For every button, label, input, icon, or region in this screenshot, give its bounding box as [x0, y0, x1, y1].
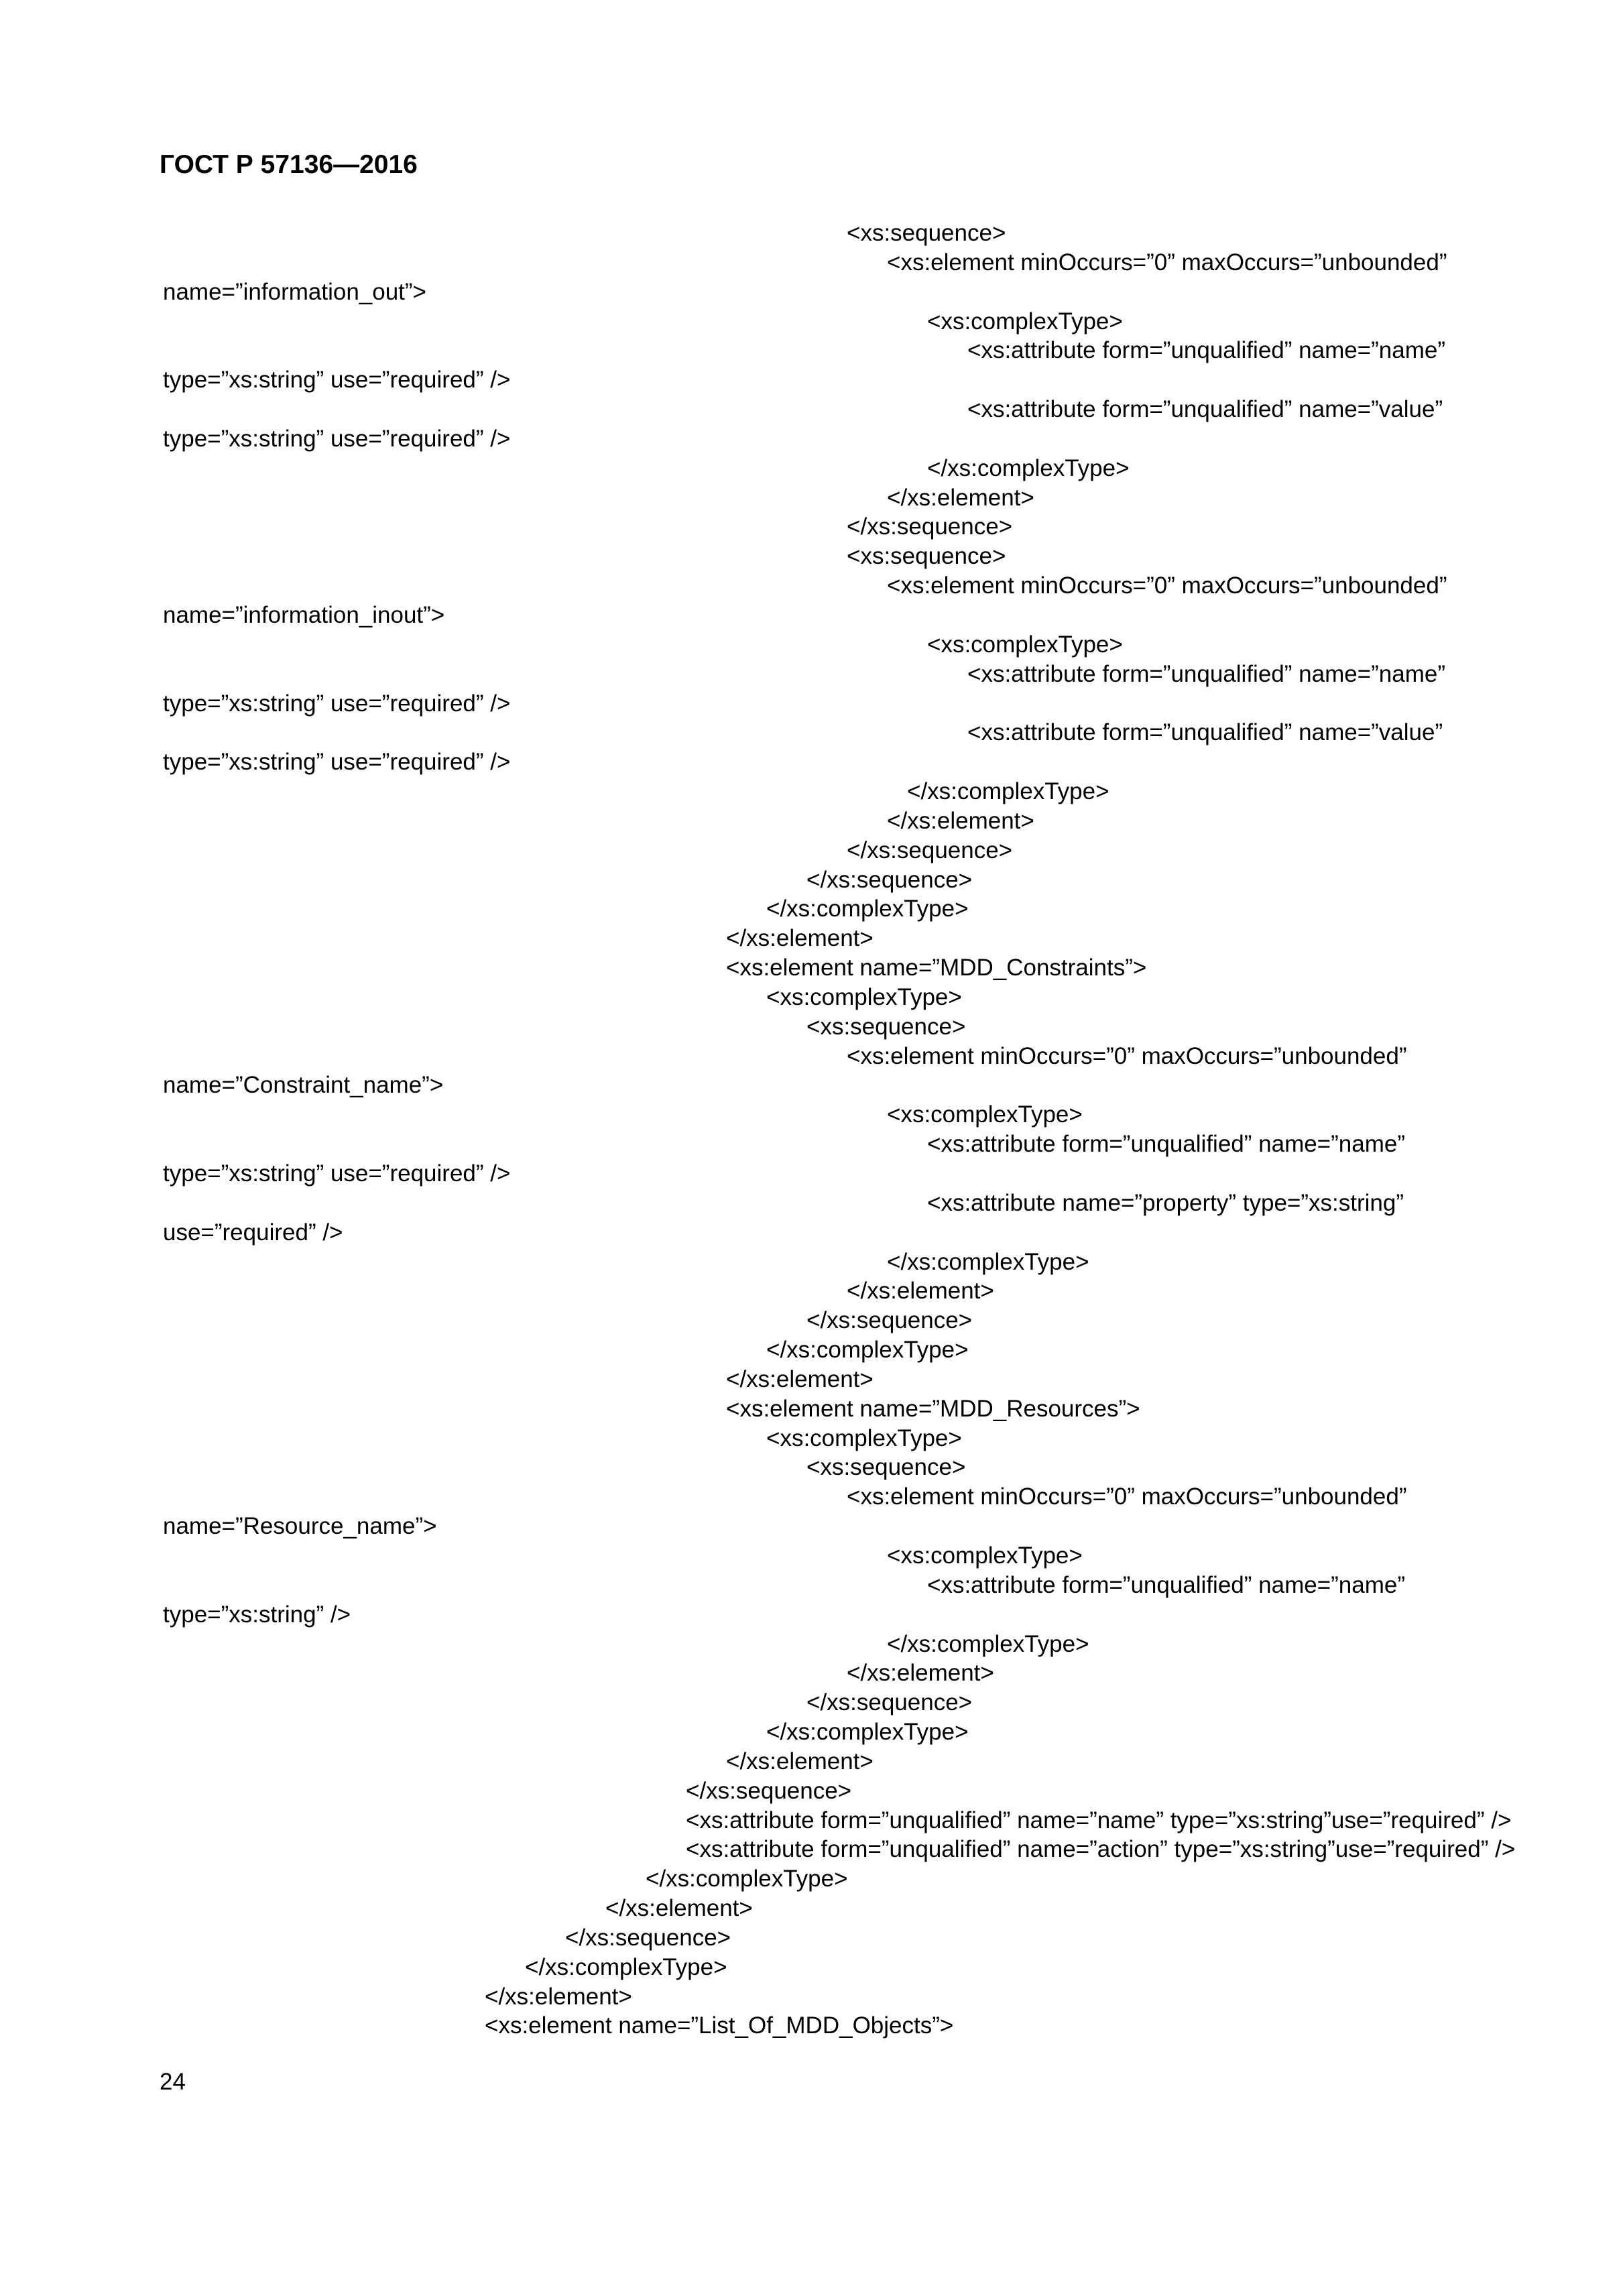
code-line: <xs:complexType>	[927, 631, 1123, 658]
code-line: </xs:complexType>	[646, 1866, 848, 1892]
code-line: <xs:complexType>	[887, 1101, 1083, 1128]
code-line: name=”information_inout”>	[163, 601, 445, 628]
code-line: </xs:element>	[847, 1660, 994, 1687]
code-line: </xs:sequence>	[847, 837, 1013, 863]
code-line: </xs:complexType>	[766, 1719, 969, 1746]
code-line: <xs:element minOccurs=”0” maxOccurs=”unbounded”	[847, 1484, 1407, 1510]
code-line: <xs:attribute form=”unqualified” name=”name”	[967, 660, 1445, 687]
code-line: </xs:complexType>	[887, 1630, 1089, 1657]
code-line: <xs:element minOccurs=”0” maxOccurs=”unbounded”	[847, 1042, 1407, 1069]
code-line: </xs:complexType>	[927, 455, 1130, 481]
code-line: </xs:complexType>	[525, 1953, 727, 1980]
code-line: </xs:sequence>	[806, 866, 973, 893]
code-line: </xs:complexType>	[766, 1337, 969, 1364]
code-line: <xs:element name=”MDD_Constraints”>	[726, 955, 1147, 981]
code-line: type=”xs:string” use=”required” />	[163, 690, 511, 717]
code-line: <xs:sequence>	[806, 1013, 966, 1040]
page-number: 24	[160, 2069, 186, 2095]
code-line: name=”Resource_name”>	[163, 1513, 437, 1540]
code-line: </xs:element>	[726, 1366, 874, 1392]
code-line: <xs:element minOccurs=”0” maxOccurs=”unbounded”	[887, 249, 1447, 276]
code-line: </xs:sequence>	[806, 1307, 973, 1334]
code-line: <xs:sequence>	[847, 543, 1006, 570]
code-line: <xs:attribute form=”unqualified” name=”value”	[967, 719, 1443, 746]
document-header-title: ГОСТ Р 57136—2016	[160, 150, 418, 179]
code-line: </xs:sequence>	[806, 1689, 973, 1716]
code-line: </xs:complexType>	[766, 896, 969, 922]
code-line: </xs:complexType>	[907, 778, 1109, 805]
code-line: <xs:element minOccurs=”0” maxOccurs=”unbounded”	[887, 572, 1447, 599]
code-line: </xs:sequence>	[686, 1777, 852, 1804]
code-line: <xs:attribute form=”unqualified” name=”name” type=”xs:string”use=”required” />	[686, 1807, 1512, 1833]
code-line: <xs:sequence>	[847, 220, 1006, 246]
code-line: type=”xs:string” use=”required” />	[163, 425, 511, 452]
code-line: type=”xs:string” use=”required” />	[163, 1160, 511, 1187]
code-line: </xs:sequence>	[565, 1924, 731, 1951]
code-line: type=”xs:string” />	[163, 1601, 351, 1628]
code-line: </xs:element>	[485, 1983, 632, 2010]
code-line: <xs:attribute form=”unqualified” name=”name”	[967, 337, 1445, 364]
code-line: <xs:attribute name=”property” type=”xs:string”	[927, 1189, 1404, 1216]
code-line: <xs:element name=”List_Of_MDD_Objects”>	[485, 2012, 954, 2039]
code-line: </xs:sequence>	[847, 513, 1013, 540]
code-line: name=”Constraint_name”>	[163, 1072, 444, 1099]
code-line: </xs:element>	[887, 484, 1034, 511]
code-line: <xs:complexType>	[766, 1425, 962, 1451]
code-line: </xs:complexType>	[887, 1248, 1089, 1275]
code-line: use=”required” />	[163, 1219, 343, 1246]
code-line: </xs:element>	[726, 925, 874, 952]
code-line: <xs:complexType>	[766, 983, 962, 1010]
code-line: <xs:sequence>	[806, 1454, 966, 1481]
code-line: <xs:attribute form=”unqualified” name=”action” type=”xs:string”use=”required” />	[686, 1836, 1516, 1863]
code-line: </xs:element>	[847, 1278, 994, 1305]
code-line: <xs:complexType>	[927, 308, 1123, 335]
code-line: </xs:element>	[726, 1748, 874, 1774]
code-line: <xs:attribute form=”unqualified” name=”name”	[927, 1571, 1405, 1598]
code-line: <xs:attribute form=”unqualified” name=”value”	[967, 396, 1443, 423]
code-line: type=”xs:string” use=”required” />	[163, 367, 511, 394]
code-line: </xs:element>	[887, 807, 1034, 834]
code-line: type=”xs:string” use=”required” />	[163, 749, 511, 776]
code-line: <xs:complexType>	[887, 1542, 1083, 1569]
code-line: name=”information_out”>	[163, 278, 426, 305]
code-line: <xs:attribute form=”unqualified” name=”name”	[927, 1131, 1405, 1158]
xml-schema-code-listing	[163, 219, 1571, 2041]
code-line: <xs:element name=”MDD_Resources”>	[726, 1395, 1140, 1422]
code-line: </xs:element>	[605, 1895, 753, 1922]
